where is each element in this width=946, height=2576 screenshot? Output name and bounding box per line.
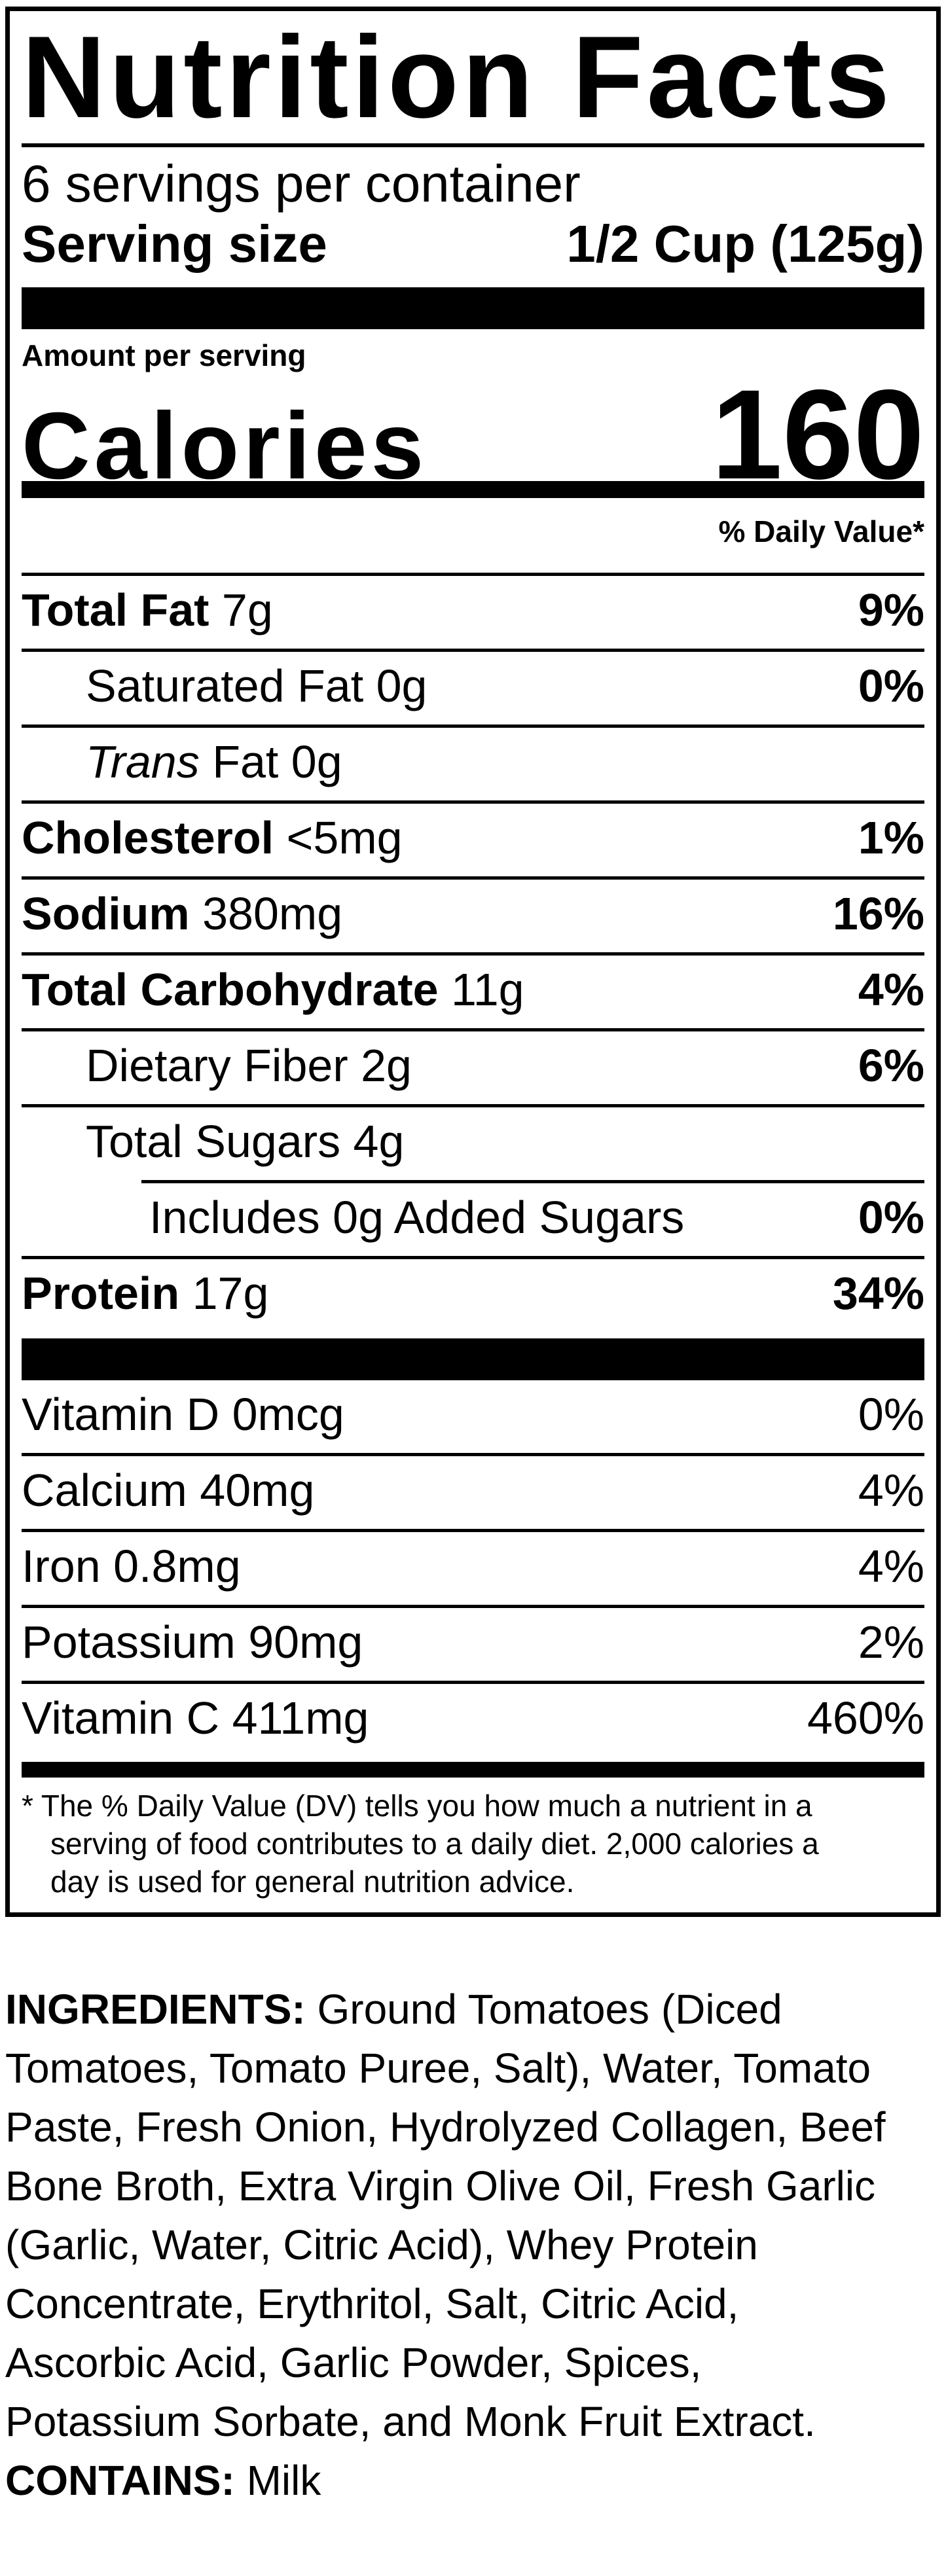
nutrient-row-protein [22,1256,924,1332]
nutrient-name-bold: Cholesterol [22,812,274,863]
nutrient-row-added-sugars [141,1180,924,1256]
contains-value: Milk [234,2456,321,2504]
ingredients-line [5,1980,941,2039]
ingredients-line-rest: Ground Tomatoes (Diced [305,1985,782,2033]
vitamin-dv: 460% [807,1692,924,1744]
footnote-line: day is used for general nutrition advice. [50,1864,575,1899]
nutrient-dv: 6% [858,1039,924,1091]
vitamin-dv: 0% [858,1388,924,1440]
nutrient-name: Dietary Fiber 2g [86,1039,412,1091]
nutrient-name-rest: 380mg [189,887,343,939]
calories-label: Calories [22,392,428,499]
ingredients-line: Potassium Sorbate, and Monk Fruit Extract. [5,2397,816,2445]
nutrient-name [22,814,403,862]
vitamins-section [22,1380,924,1757]
nutrient-dv: 9% [858,584,924,635]
ingredients-line: Ascorbic Acid, Garlic Powder, Spices, [5,2338,702,2386]
serving-size-row [22,214,924,273]
daily-value-footnote [22,1787,924,1901]
thick-divider-bar-top [22,287,924,329]
ingredients-line: Concentrate, Erythritol, Salt, Citric Acid, [5,2280,739,2327]
vitamin-dv: 4% [858,1464,924,1516]
amount-per-serving-label: Amount per serving [22,338,306,372]
medium-divider-bar-footnote [22,1762,924,1778]
nutrient-name-bold: Protein [22,1267,180,1319]
nutrient-row-total-sugars [22,1104,924,1180]
vitamin-row-iron [22,1529,924,1605]
nutrient-name [22,1269,268,1317]
ingredients-line: (Garlic, Water, Citric Acid), Whey Protein [5,2221,758,2268]
nutrition-facts-panel [5,7,941,1917]
serving-size-label: Serving size [22,214,327,273]
vitamin-name: Vitamin C 411mg [22,1692,369,1744]
vitamin-row-potassium [22,1605,924,1681]
nutrient-dv: 34% [832,1267,924,1319]
nutrient-name [22,965,524,1014]
nutrient-name-bold: Total Carbohydrate [22,963,439,1015]
contains-label: CONTAINS: [5,2456,235,2504]
ingredients-line: Tomatoes, Tomato Puree, Salt), Water, Tomato [5,2044,871,2092]
nutrient-name-rest: 17g [179,1267,269,1319]
vitamin-dv: 2% [858,1616,924,1668]
vitamin-name: Iron 0.8mg [22,1540,241,1592]
vitamin-name: Vitamin D 0mcg [22,1388,344,1440]
nutrient-row-cholesterol [22,800,924,876]
calories-row [22,363,924,506]
vitamin-row-vitamin-c [22,1681,924,1757]
nutrient-name: Total Sugars 4g [86,1115,405,1167]
vitamin-dv: 4% [858,1540,924,1592]
vitamin-name: Potassium 90mg [22,1616,363,1668]
nutrient-name-bold: Total Fat [22,584,209,635]
nutrient-dv: 4% [858,963,924,1015]
vitamin-row-calcium [22,1453,924,1529]
ingredients-section [5,1980,941,2510]
nutrient-row-trans-fat [22,724,924,800]
nutrient-name-rest: 11g [438,963,524,1015]
nutrition-facts-title: Nutrition Facts [22,11,924,147]
footnote-line: * The % Daily Value (DV) tells you how much a nutrient in a [22,1788,812,1823]
nutrient-name: Saturated Fat 0g [86,660,428,711]
nutrient-name-italic: Trans [86,736,200,787]
contains-line [5,2451,941,2510]
nutrient-name: Includes 0g Added Sugars [149,1191,685,1243]
ingredients-label: INGREDIENTS: [5,1985,306,2033]
nutrient-dv: 0% [858,1191,924,1243]
nutrient-row-dietary-fiber [22,1028,924,1104]
vitamin-name: Calcium 40mg [22,1464,315,1516]
footnote-line: serving of food contributes to a daily diet. 2,000 calories a [50,1826,819,1861]
nutrient-dv: 16% [832,887,924,939]
nutrient-name-rest: Fat 0g [199,736,342,787]
nutrient-row-saturated-fat [22,649,924,724]
nutrient-name [22,738,342,786]
calories-value: 160 [711,363,924,506]
nutrient-row-total-fat [22,573,924,649]
vitamin-row-vitamin-d [22,1380,924,1453]
nutrient-name-rest: <5mg [274,812,403,863]
thick-divider-bar-protein [22,1338,924,1380]
daily-value-header: % Daily Value* [718,514,924,548]
ingredients-line: Bone Broth, Extra Virgin Olive Oil, Fresh Garlic [5,2162,876,2209]
nutrient-name [22,586,273,634]
ingredients-line: Paste, Fresh Onion, Hydrolyzed Collagen, Beef [5,2103,886,2151]
nutrient-name-rest: 7g [209,584,273,635]
nutrient-dv: 1% [858,812,924,863]
nutrient-row-sodium [22,876,924,952]
servings-per-container: 6 servings per container [22,154,581,213]
nutrient-dv: 0% [858,660,924,711]
nutrient-name [22,889,342,938]
nutrient-row-total-carbohydrate [22,952,924,1028]
serving-size-value: 1/2 Cup (125g) [566,214,924,273]
nutrient-name-bold: Sodium [22,887,190,939]
